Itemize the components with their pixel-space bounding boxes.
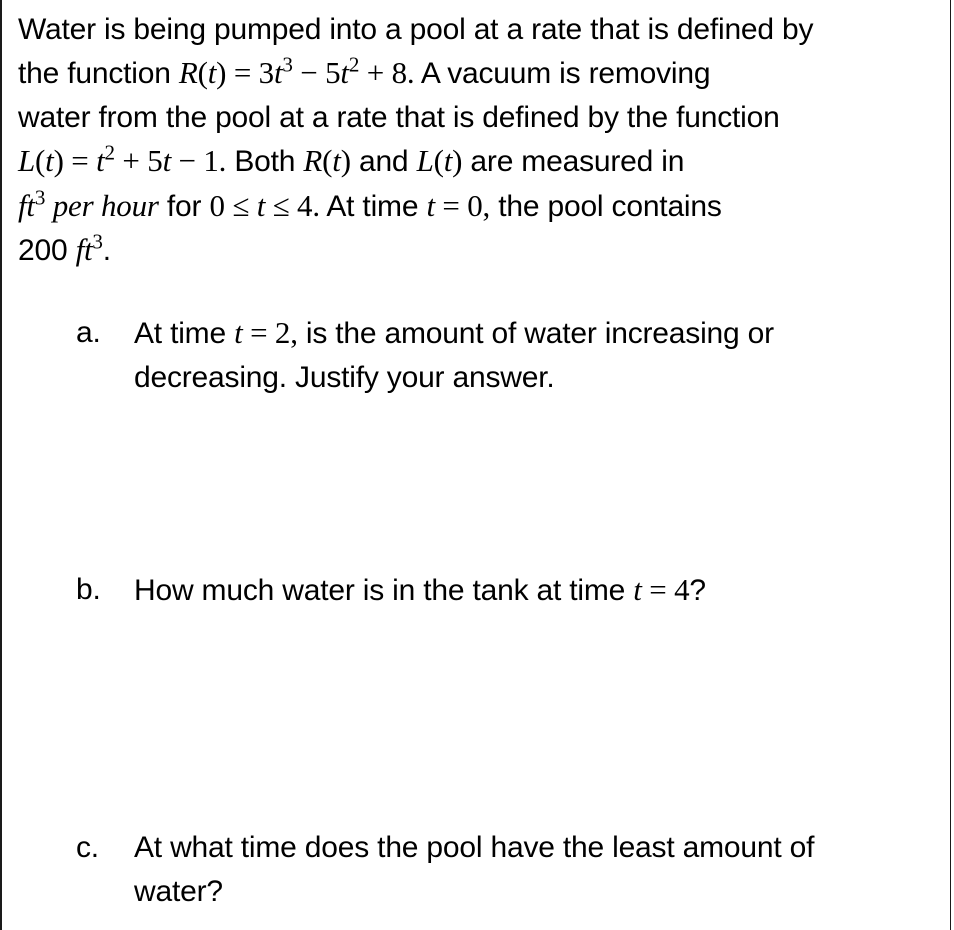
- part-text-span: decreasing. Justify your answer.: [134, 361, 555, 394]
- intro-text: .: [102, 234, 111, 268]
- part-text-span: At time: [134, 317, 235, 350]
- intro-text: Water is being pumped into a pool at a rate that is defined by: [18, 13, 814, 46]
- part-a-line-1: [134, 311, 914, 356]
- intro-text: the function: [18, 57, 179, 91]
- intro-text: are measured in: [462, 145, 685, 179]
- intro-text: Both: [226, 145, 304, 179]
- units: $ft^3$ per hour: [18, 185, 159, 223]
- math-r-of-t: R(t): [303, 143, 351, 179]
- initial-time: t = 0,: [426, 187, 491, 223]
- part-c-line-2: [134, 870, 914, 914]
- time-interval: 0 ≤ t ≤ 4.: [209, 187, 320, 223]
- intro-text: the pool contains: [490, 189, 722, 223]
- part-b-line-1: [134, 568, 914, 613]
- part-text-span: ?: [689, 574, 706, 607]
- rate-out-function: $L(t) = t^2 + 5t - 1$.: [18, 140, 227, 179]
- part-text: [134, 311, 914, 400]
- rate-in-function: $R(t) = 3t^3 - 5t^2 + 8$.: [178, 52, 415, 91]
- intro-line-4: [18, 139, 938, 183]
- time-value: t = 2,: [234, 315, 298, 350]
- intro-text: 200: [18, 234, 76, 268]
- problem-intro: [18, 8, 938, 272]
- part-text: [134, 826, 914, 914]
- intro-line-1: [18, 8, 938, 51]
- intro-text: for: [158, 189, 210, 223]
- intro-text: water from the pool at a rate that is defined by the function: [18, 100, 780, 134]
- intro-text: At time: [319, 189, 427, 223]
- intro-text: A vacuum is removing: [414, 57, 711, 91]
- intro-line-5: [18, 184, 938, 228]
- initial-volume-units: $ft^3$: [75, 229, 103, 268]
- part-label: c.: [76, 831, 99, 864]
- intro-text: and: [350, 145, 417, 179]
- intro-line-2: [18, 51, 938, 95]
- part-text-span: water?: [134, 875, 223, 908]
- intro-line-6: [18, 228, 938, 272]
- part-c-line-1: [134, 826, 914, 870]
- part-text-span: How much water is in the tank at time: [134, 574, 634, 607]
- time-value: t = 4: [633, 572, 690, 607]
- part-label: a.: [76, 316, 101, 349]
- math-l-of-t: L(t): [416, 143, 463, 179]
- part-text: [134, 568, 914, 613]
- part-label: b.: [76, 573, 101, 606]
- part-a-line-2: [134, 356, 914, 400]
- part-text-span: At what time does the pool have the least amount of: [134, 831, 815, 864]
- intro-line-3: [18, 96, 938, 139]
- part-text-span: is the amount of water increasing or: [297, 317, 774, 350]
